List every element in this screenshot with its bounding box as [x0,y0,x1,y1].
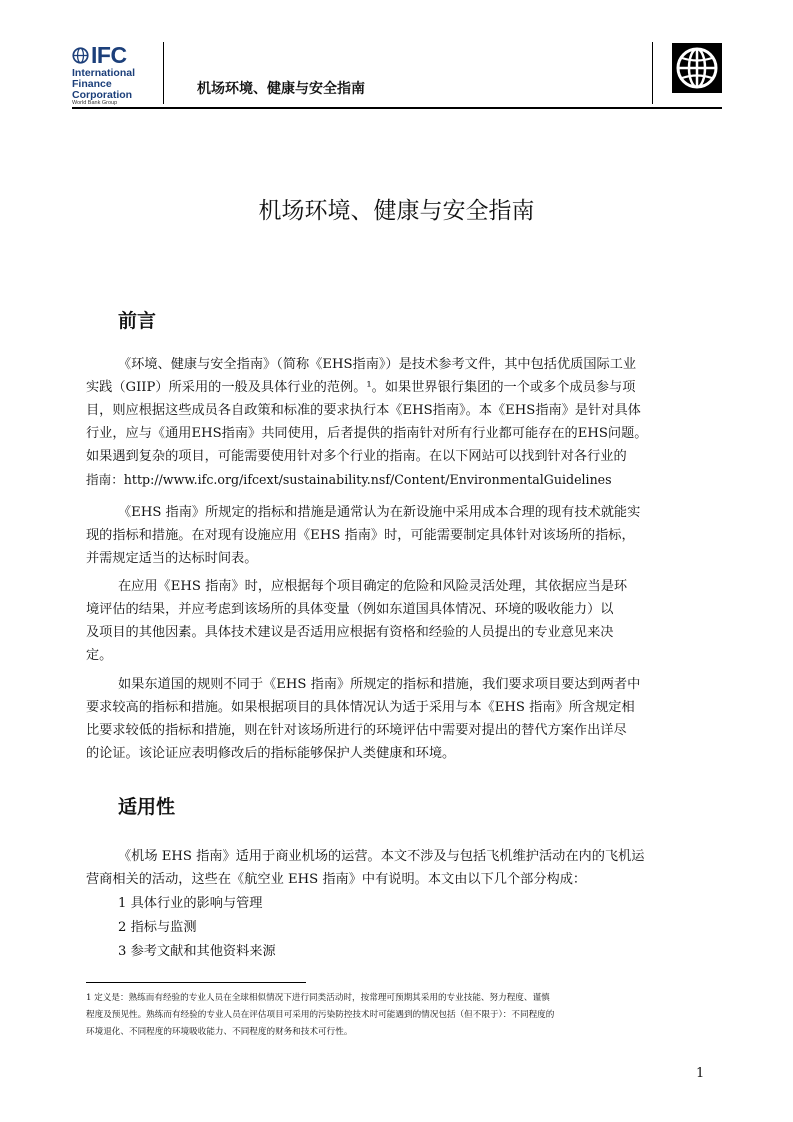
text-line: 如果东道国的规则不同于《EHS 指南》所规定的指标和措施，我们要求项目要达到两者中 [118,677,641,692]
footnote-line: 1 定义是：熟练而有经验的专业人员在全球相似情况下进行同类活动时，按常理可预期其采用的专业技能、努力程度、谨慎 [86,993,550,1003]
text-line: 《机场 EHS 指南》适用于商业机场的运营。本文不涉及与包括飞机维护活动在内的飞机运 [118,849,645,864]
logo-line-2: Finance [72,78,112,90]
ifc-globe-icon [72,47,89,64]
text-line: 在应用《EHS 指南》时，应根据每个项目确定的危险和风险灵活处理，其依据应当是环 [118,579,628,594]
paragraph-applicability-1 [86,845,710,891]
world-bank-globe-icon [672,43,722,93]
ifc-logo [72,44,156,108]
text-line: 实践（GIIP）所采用的一般及具体行业的范例。¹。如果世界银行集团的一个或多个成员参与项 [86,380,636,395]
text-line: 要求较高的指标和措施。如果根据项目的具体情况认为适于采用与本《EHS 指南》所含规定相 [86,700,635,715]
list-item: 3 参考文献和其他资料来源 [118,944,276,959]
text-line: 的论证。该论证应表明修改后的指标能够保护人类健康和环境。 [86,746,456,761]
paragraph-foreword-3 [86,575,710,667]
paragraph-foreword-2 [86,501,710,570]
ifc-logo-text: IFC [91,42,127,68]
header-rule [72,107,722,109]
logo-line-3: Corporation [72,89,133,101]
text-line: 并需规定适当的达标时间表。 [86,551,258,566]
section-heading-foreword: 前言 [118,310,157,332]
list-item: 2 指标与监测 [118,920,197,935]
header-title: 机场环境、健康与安全指南 [197,81,365,97]
list-item: 1 具体行业的影响与管理 [118,896,263,911]
ifc-logo-mark [72,44,127,66]
section-heading-applicability: 适用性 [118,796,176,818]
text-line: 定。 [86,648,113,663]
text-line: 《EHS 指南》所规定的指标和措施是通常认为在新设施中采用成本合理的现有技术就能实 [118,505,641,520]
logo-line-1: International [72,67,136,79]
text-line: 目，则应根据这些成员各自政策和标准的要求执行本《EHS指南》。本《EHS指南》是针对具体 [86,403,641,418]
text-line: 及项目的其他因素。具体技术建议是否适用应根据有资格和经验的人员提出的专业意见来决 [86,625,614,640]
text-line: 行业，应与《通用EHS指南》共同使用，后者提供的指南针对所有行业都可能存在的EHS问题。 [86,426,648,441]
paragraph-foreword-4 [86,673,710,765]
footnote-rule [86,982,306,983]
text-line: 境评估的结果，并应考虑到该场所的具体变量（例如东道国具体情况、环境的吸收能力）以 [86,602,614,617]
logo-group-text: World Bank Group [72,100,118,106]
footnote-line: 程度及预见性。熟练而有经验的专业人员在评估项目可采用的污染防控技术时可能遇到的情况包括（但不限于）：不同程度的 [86,1010,555,1020]
footnote-line: 环境退化、不同程度的环境吸收能力、不同程度的财务和技术可行性。 [86,1027,353,1037]
guidelines-url-line: 指南：http://www.ifc.org/ifcext/sustainability.nsf/Content/EnvironmentalGuidelines [86,472,612,487]
document-title: 机场环境、健康与安全指南 [258,198,535,224]
text-line: 营商相关的活动，这些在《航空业 EHS 指南》中有说明。本文由以下几个部分构成： [86,872,587,887]
text-line: 现的指标和措施。在对现有设施应用《EHS 指南》时，可能需要制定具体针对该场所的指标， [86,528,635,543]
header-divider-left [163,42,164,104]
page-number: 1 [696,1066,705,1081]
header-divider-right [652,42,653,104]
text-line: 《环境、健康与安全指南》（简称《EHS指南》）是技术参考文件，其中包括优质国际工业 [118,357,637,372]
text-line: 比要求较低的指标和措施，则在针对该场所进行的环境评估中需要对提出的替代方案作出详尽 [86,723,627,738]
text-line: 如果遇到复杂的项目，可能需要使用针对多个行业的指南。在以下网站可以找到针对各行业的 [86,449,627,464]
paragraph-foreword-1 [86,353,710,491]
